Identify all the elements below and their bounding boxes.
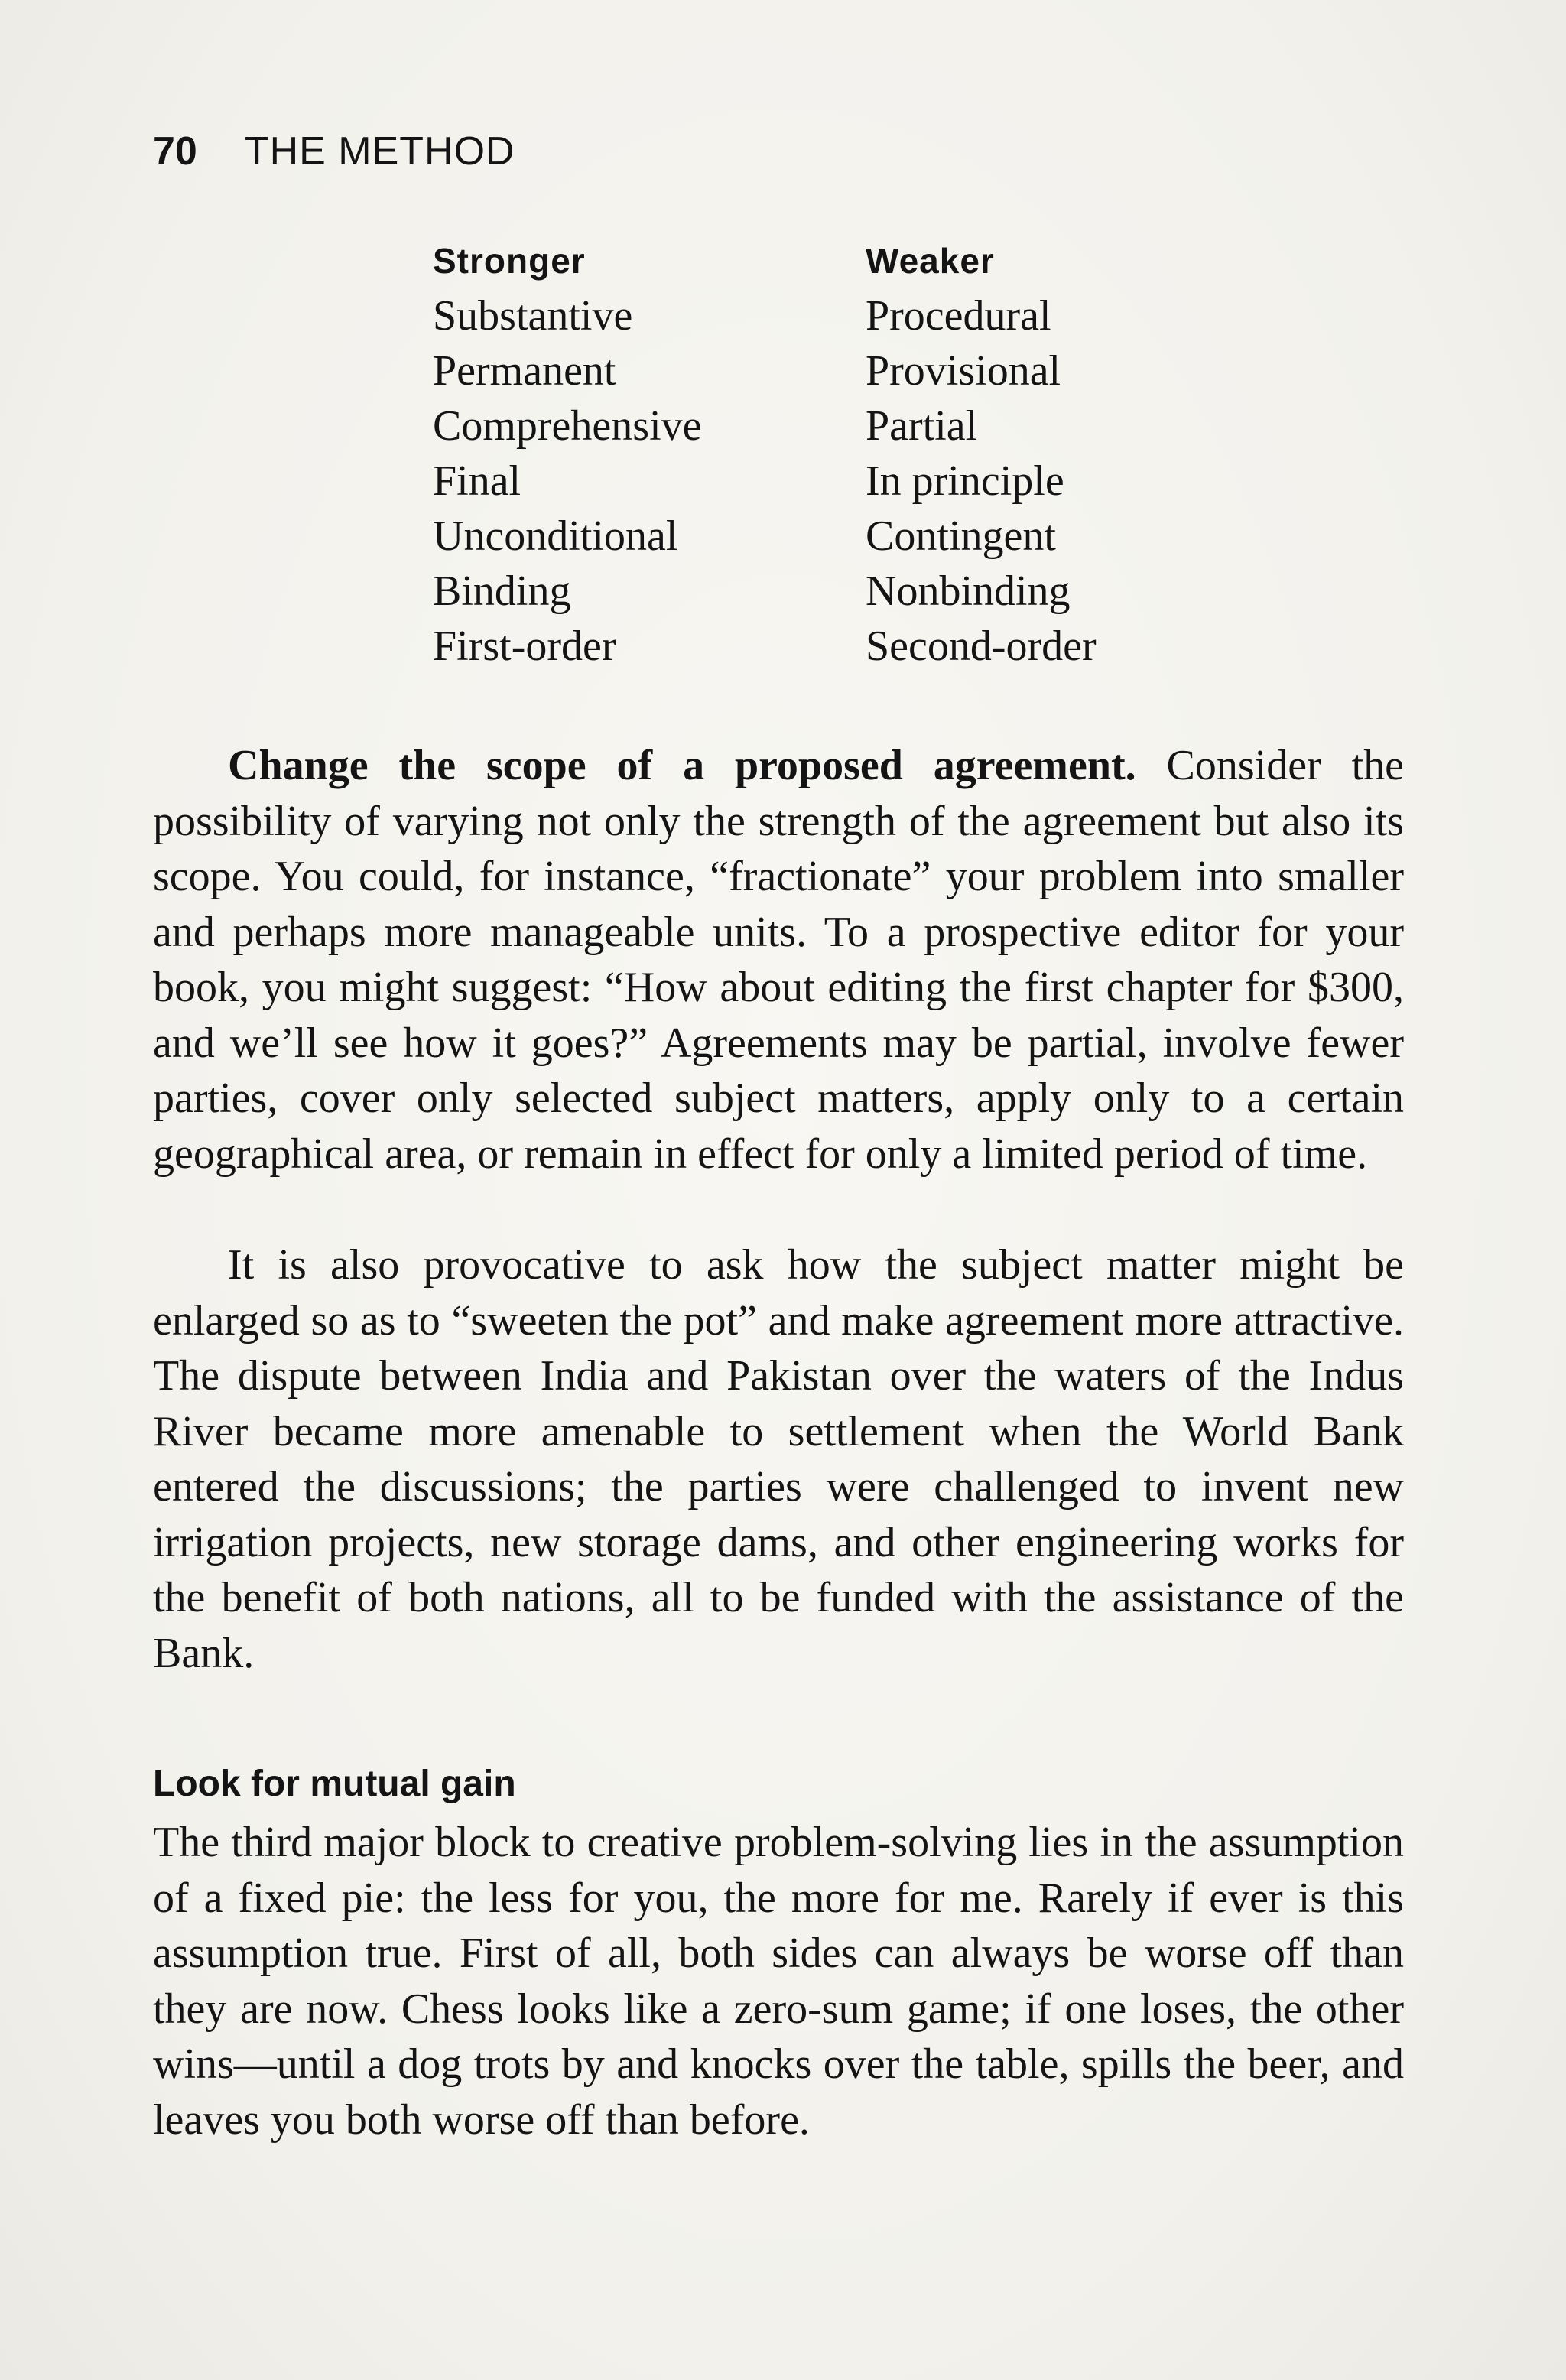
stronger-item: Unconditional [433, 512, 678, 560]
scope-lead-in: Change the scope of a proposed agreement. [228, 742, 1136, 789]
stronger-item: Final [433, 457, 521, 505]
enlarge-paragraph [153, 1237, 1404, 1681]
fixed-pie-paragraph [153, 1815, 1404, 2148]
weaker-column [866, 233, 1097, 674]
page-number: 70 [153, 129, 197, 174]
scope-paragraph [153, 738, 1404, 1182]
page-header [153, 128, 515, 174]
stronger-column [433, 233, 701, 674]
enlarge-text: It is also provocative to ask how the subject matter might be enlarged so as to “sweeten the pot” and make agreement more attractive. The dispute between India and Pakistan over the waters of the Indus River became more amenable to settlement when the World Bank entered the discussions; the parties were challenged to invent new irrigation projects, new storage dams, and other engineering works for the benefit of both nations, all to be funded with the assistance of the Bank. [153, 1241, 1404, 1677]
section-heading: Look for mutual gain [153, 1764, 516, 1804]
scope-body: Consider the possibility of varying not only the strength of the agreement but also its scope. You could, for instance, “fractionate” your problem into smaller and perhaps more manageable units. To a prospective editor for your book, you might suggest: “How about editing the first chapter for $300, and we’ll see how it goes?” Agreements may be partial, involve fewer parties, cover only selected subject matters, apply only to a certain geographical area, or remain in effect for only a limited period of time. [153, 742, 1404, 1178]
weaker-item: Second-order [866, 623, 1097, 670]
stronger-item: Substantive [433, 292, 633, 340]
weaker-item: Partial [866, 402, 978, 450]
fixed-pie-text: The third major block to creative problem-solving lies in the assumption of a fixed pie: the less for you, the more for me. Rarely if ever is this assumption true. First of all, both sides can always be worse off than they are now. Chess looks like a zero-sum game; if one loses, the other wins—until a dog trots by and knocks over the table, spills the beer, and leaves you both worse off than before. [153, 1819, 1404, 2144]
weaker-item: Contingent [866, 512, 1056, 560]
weaker-item: Provisional [866, 347, 1061, 395]
stronger-item: Comprehensive [433, 402, 702, 450]
stronger-item: First-order [433, 623, 616, 670]
stronger-heading: Stronger [433, 241, 586, 281]
stronger-item: Permanent [433, 347, 616, 395]
stronger-item: Binding [433, 567, 571, 615]
weaker-item: Procedural [866, 292, 1051, 340]
weaker-item: Nonbinding [866, 567, 1071, 615]
weaker-item: In principle [866, 457, 1064, 505]
weaker-heading: Weaker [866, 241, 995, 281]
running-head: THE METHOD [244, 129, 515, 174]
